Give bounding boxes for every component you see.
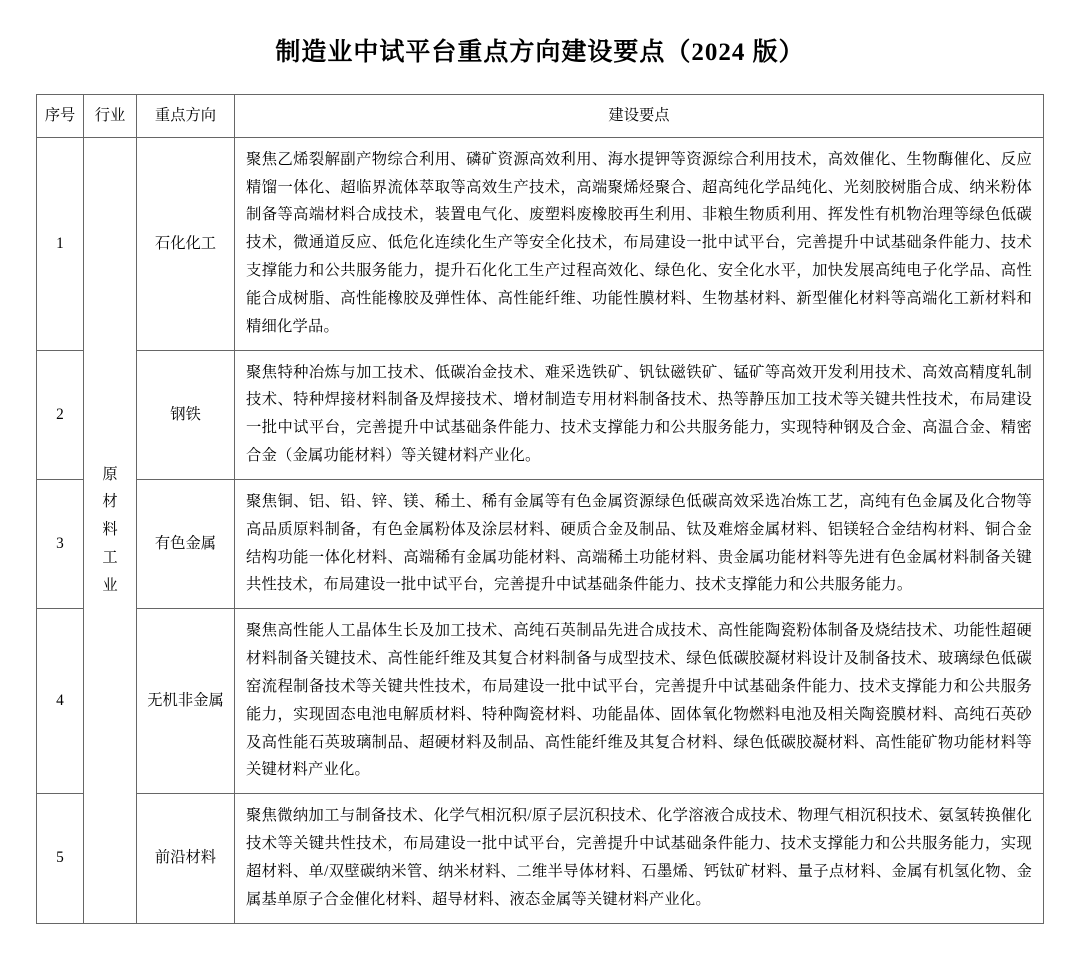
- cell-points: 聚焦特种冶炼与加工技术、低碳冶金技术、难采选铁矿、钒钛磁铁矿、锰矿等高效开发利用技术、高效高精度轧制技术、特种焊接材料制备及焊接技术、增材制造专用材料制备技术、热等静压加工技术等关键共性技术，布局建设一批中试平台，完善提升中试基础条件能力、技术支撑能力和公共服务能力，实现特种钢及合金、高温合金、精密合金（金属功能材料）等关键材料产业化。: [235, 350, 1044, 479]
- cell-seq: 3: [37, 479, 84, 608]
- industry-char: 材: [102, 493, 118, 511]
- industry-char: 工: [102, 549, 118, 567]
- table-header: [37, 95, 1044, 138]
- column-header-seq: 序号: [37, 95, 84, 138]
- cell-direction: 石化化工: [137, 137, 235, 350]
- cell-direction: 前沿材料: [137, 794, 235, 923]
- cell-seq: 5: [37, 794, 84, 923]
- construction-points-table: [36, 94, 1044, 924]
- cell-points: 聚焦高性能人工晶体生长及加工技术、高纯石英制品先进合成技术、高性能陶瓷粉体制备及烧结技术、功能性超硬材料制备关键技术、高性能纤维及其复合材料制备与成型技术、绿色低碳胶凝材料设计及制备技术、玻璃绿色低碳窑流程制备技术等关键共性技术，布局建设一批中试平台，完善提升中试基础条件能力、技术支撑能力和公共服务能力，实现固态电池电解质材料、特种陶瓷材料、功能晶体、固体氧化物燃料电池及相关陶瓷膜材料、高纯石英砂及高性能石英玻璃制品、超硬材料及制品、高性能纤维及其复合材料、绿色低碳胶凝材料、高性能矿物功能材料等关键材料产业化。: [235, 609, 1044, 794]
- table-row: [37, 137, 1044, 350]
- cell-direction: 钢铁: [137, 350, 235, 479]
- cell-points: 聚焦微纳加工与制备技术、化学气相沉积/原子层沉积技术、化学溶液合成技术、物理气相沉积技术、氨氢转换催化技术等关键共性技术，布局建设一批中试平台，完善提升中试基础条件能力、技术支撑能力和公共服务能力，实现超材料、单/双壁碳纳米管、纳米材料、二维半导体材料、石墨烯、钙钛矿材料、量子点材料、金属有机氢化物、金属基单原子合金催化材料、超导材料、液态金属等关键材料产业化。: [235, 794, 1044, 923]
- industry-char: 业: [102, 576, 118, 594]
- table-row: [37, 609, 1044, 794]
- industry-char: 原: [102, 465, 118, 483]
- column-header-points: 建设要点: [235, 95, 1044, 138]
- column-header-industry: 行业: [84, 95, 137, 138]
- industry-char: 料: [102, 521, 118, 539]
- cell-industry-group: [84, 137, 137, 923]
- table-header-row: [37, 95, 1044, 138]
- cell-direction: 无机非金属: [137, 609, 235, 794]
- cell-points: 聚焦乙烯裂解副产物综合利用、磷矿资源高效利用、海水提钾等资源综合利用技术，高效催化、生物酶催化、反应精馏一体化、超临界流体萃取等高效生产技术，高端聚烯烃聚合、超高纯化学品纯化、光刻胶树脂合成、纳米粉体制备等高端材料合成技术，装置电气化、废塑料废橡胶再生利用、非粮生物质利用、挥发性有机物治理等绿色低碳技术，微通道反应、低危化连续化生产等安全化技术，布局建设一批中试平台，完善提升中试基础条件能力、技术支撑能力和公共服务能力，提升石化化工生产过程高效化、绿色化、安全化水平，加快发展高纯电子化学品、高性能合成树脂、高性能橡胶及弹性体、高性能纤维、功能性膜材料、生物基材料、新型催化材料等高端化工新材料和精细化学品。: [235, 137, 1044, 350]
- cell-direction: 有色金属: [137, 479, 235, 608]
- table-row: [37, 479, 1044, 608]
- cell-seq: 4: [37, 609, 84, 794]
- cell-points: 聚焦铜、铝、铅、锌、镁、稀土、稀有金属等有色金属资源绿色低碳高效采选冶炼工艺，高纯有色金属及化合物等高品质原料制备，有色金属粉体及涂层材料、硬质合金及制品、钛及难熔金属材料、铝镁轻合金结构材料、铜合金结构功能一体化材料、高端稀有金属功能材料、高端稀土功能材料、贵金属功能材料等先进有色金属材料制备关键共性技术，布局建设一批中试平台，完善提升中试基础条件能力、技术支撑能力和公共服务能力。: [235, 479, 1044, 608]
- cell-seq: 1: [37, 137, 84, 350]
- table-body: [37, 137, 1044, 923]
- cell-seq: 2: [37, 350, 84, 479]
- table-row: [37, 794, 1044, 923]
- table-row: [37, 350, 1044, 479]
- column-header-direction: 重点方向: [137, 95, 235, 138]
- page-title: 制造业中试平台重点方向建设要点（2024 版）: [275, 39, 805, 66]
